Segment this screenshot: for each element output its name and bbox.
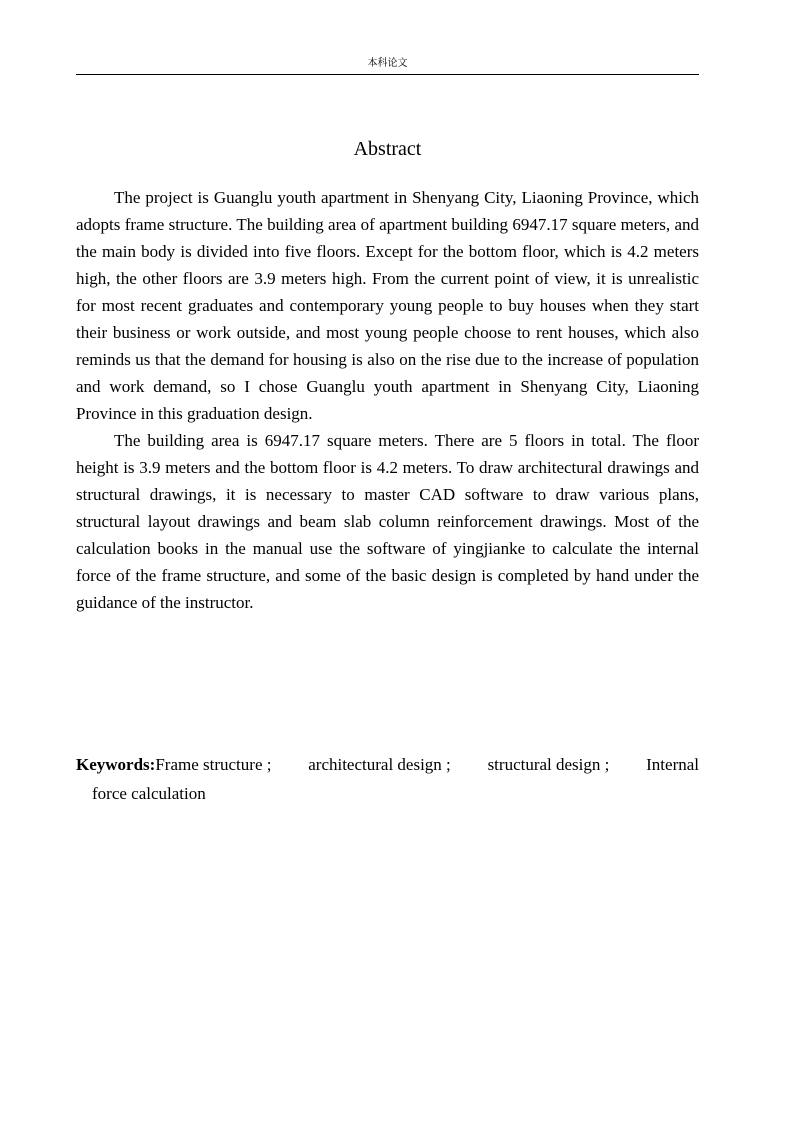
page-header [76,58,699,75]
header-text: 本科论文 [367,58,408,69]
keyword-item: structural design ; [487,755,610,774]
keywords-section [76,750,699,808]
keyword-item: Internal [646,755,699,774]
abstract-title: Abstract [353,138,422,160]
abstract-body [76,184,699,616]
abstract-paragraph-2: The building area is 6947.17 square meters. There are 5 floors in total. The floor height is 3.9 meters and the bottom floor is 4.2 meters. To draw architectural drawings and structural drawings, it is necessary to master CAD software to draw various plans, structural layout drawings and beam slab column reinforcement drawings. Most of the calculation books in the manual use the software of yingjianke to calculate the internal force of the frame structure, and some of the basic design is completed by hand under the guidance of the instructor. [76,431,699,612]
keyword-item: architectural design ; [308,755,451,774]
keywords-group [76,750,271,779]
keywords-label: Keywords: [76,755,156,774]
keywords-row [76,750,699,779]
keywords-continuation: force calculation [92,784,206,803]
abstract-paragraph-1: The project is Guanglu youth apartment in Shenyang City, Liaoning Province, which adopts frame structure. The building area of apartment building 6947.17 square meters, and the main body is divided into five floors. Except for the bottom floor, which is 4.2 meters high, the other floors are 3.9 meters high. From the current point of view, it is unrealistic for most recent graduates and contemporary young people to buy houses when they start their business or work outside, and most young people choose to rent houses, which also reminds us that the demand for housing is also on the rise due to the increase of population and work demand, so I chose Guanglu youth apartment in Shenyang City, Liaoning Province in this graduation design. [76,188,699,423]
keyword-item: Frame structure ; [155,755,272,774]
